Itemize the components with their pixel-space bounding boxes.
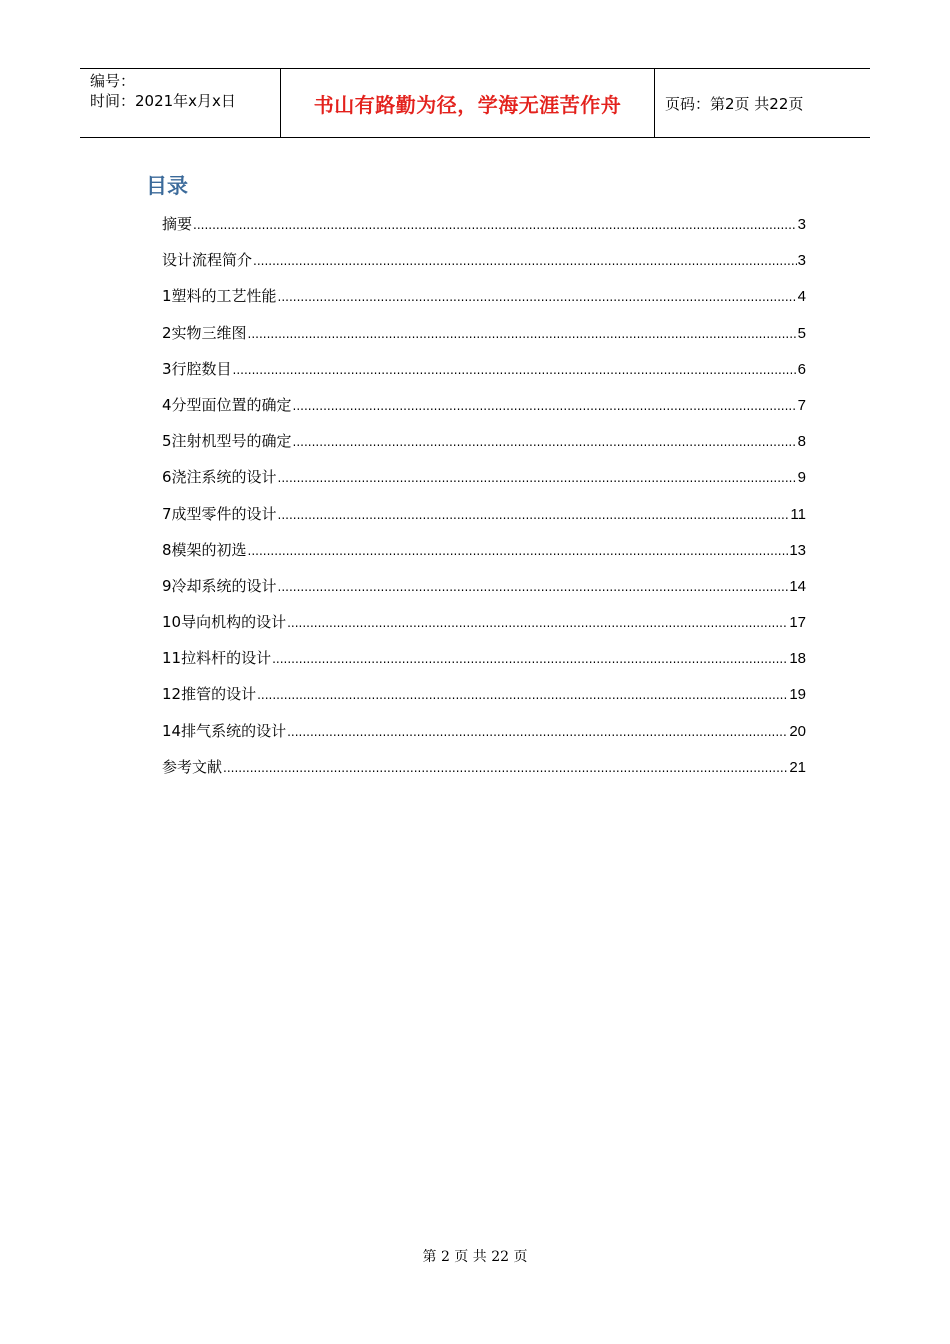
toc-entry[interactable]: [162, 423, 806, 459]
toc-entry[interactable]: [162, 496, 806, 532]
page-header: [80, 68, 870, 138]
toc-dot-leader: [278, 569, 789, 605]
toc-entry[interactable]: [162, 242, 806, 278]
toc-entry-title: 11拉料杆的设计: [162, 649, 272, 668]
toc-dot-leader: [287, 714, 788, 750]
toc-dot-leader: [193, 207, 797, 243]
toc-entry[interactable]: [162, 387, 806, 423]
toc-entry-title: 6浇注系统的设计: [162, 468, 277, 487]
toc-entry-title: 12推管的设计: [162, 685, 257, 704]
toc-entry[interactable]: [162, 568, 806, 604]
toc-dot-leader: [248, 316, 797, 352]
time-label: 时间：2021年x月x日: [90, 92, 236, 110]
toc-entry-page: 11: [790, 505, 806, 523]
toc-entry[interactable]: [162, 604, 806, 640]
toc-entry-title: 参考文献: [162, 757, 223, 776]
toc-entry-page: 13: [789, 541, 806, 559]
toc-entry[interactable]: [162, 206, 806, 242]
toc-entry-page: 21: [789, 758, 806, 776]
toc-entry-page: 7: [797, 396, 806, 414]
toc-entry[interactable]: [162, 640, 806, 676]
toc-entry-page: 19: [789, 686, 806, 704]
toc-entry[interactable]: [162, 315, 806, 351]
header-motto: 书山有路勤为径，学海无涯苦作舟: [281, 69, 655, 137]
toc-dot-leader: [278, 497, 790, 533]
toc-entry-page: 6: [797, 360, 806, 378]
toc-entry-title: 4分型面位置的确定: [162, 395, 292, 414]
toc-dot-leader: [233, 352, 797, 388]
toc-dot-leader: [278, 460, 797, 496]
header-meta: [80, 69, 281, 137]
toc-dot-leader: [278, 279, 797, 315]
toc-entry-page: 20: [789, 722, 806, 740]
number-label: 编号：: [90, 72, 136, 90]
toc-entry[interactable]: [162, 713, 806, 749]
toc-dot-leader: [287, 605, 788, 641]
toc-entry[interactable]: [162, 278, 806, 314]
toc-entry[interactable]: [162, 676, 806, 712]
toc-dot-leader: [293, 388, 797, 424]
toc-entry-page: 14: [789, 577, 806, 595]
toc-entry[interactable]: [162, 459, 806, 495]
toc-entry-page: 4: [797, 288, 806, 306]
toc-dot-leader: [253, 243, 797, 279]
table-of-contents: [162, 206, 806, 785]
page-footer: 第 2 页 共 22 页: [422, 1249, 528, 1265]
toc-dot-leader: [257, 677, 788, 713]
toc-entry-title: 9冷却系统的设计: [162, 576, 277, 595]
toc-entry-title: 8模架的初选: [162, 540, 247, 559]
toc-entry-title: 10导向机构的设计: [162, 613, 287, 632]
toc-entry-title: 14排气系统的设计: [162, 721, 287, 740]
toc-entry-title: 2实物三维图: [162, 323, 247, 342]
toc-dot-leader: [248, 533, 789, 569]
toc-entry-title: 设计流程简介: [162, 251, 253, 270]
toc-dot-leader: [272, 641, 788, 677]
toc-entry-page: 9: [797, 469, 806, 487]
header-page-info: 页码：第2页 共22页: [665, 94, 804, 113]
toc-entry-title: 7成型零件的设计: [162, 504, 277, 523]
toc-entry[interactable]: [162, 749, 806, 785]
toc-entry-page: 3: [797, 252, 806, 270]
toc-entry-title: 摘要: [162, 215, 193, 233]
toc-entry-page: 18: [789, 650, 806, 668]
toc-title: 目录: [146, 174, 188, 198]
toc-entry-page: 17: [789, 614, 806, 632]
toc-entry-page: 5: [797, 324, 806, 342]
toc-dot-leader: [293, 424, 797, 460]
toc-entry-title: 3行腔数目: [162, 359, 232, 378]
toc-dot-leader: [223, 750, 788, 786]
toc-entry-title: 5注射机型号的确定: [162, 432, 292, 451]
toc-entry[interactable]: [162, 351, 806, 387]
toc-entry[interactable]: [162, 532, 806, 568]
toc-entry-page: 8: [797, 433, 806, 451]
toc-entry-title: 1塑料的工艺性能: [162, 287, 277, 306]
toc-entry-page: 3: [797, 216, 806, 233]
